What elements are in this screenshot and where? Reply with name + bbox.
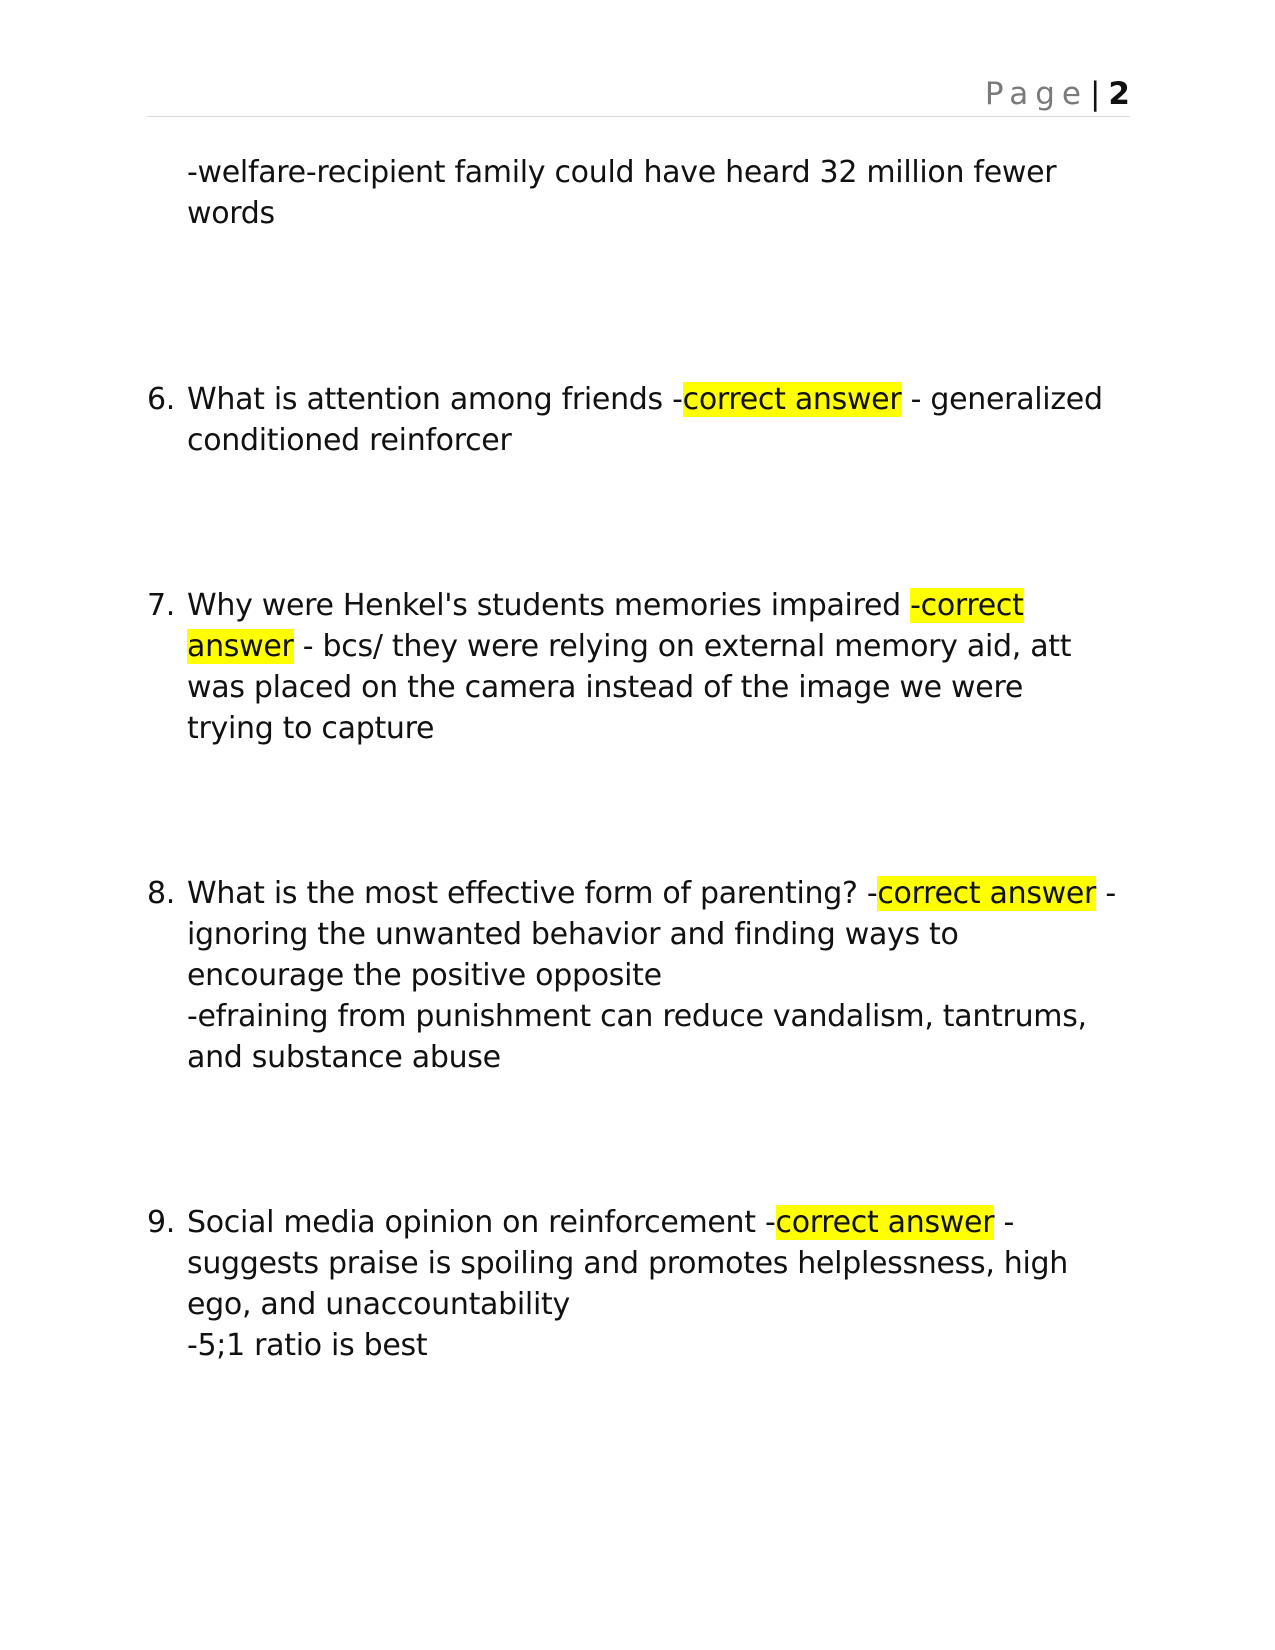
question-text: What is attention among friends - xyxy=(187,382,683,417)
question-text: Social media opinion on reinforcement - xyxy=(187,1205,776,1240)
correct-answer-highlight: correct answer xyxy=(877,876,1097,911)
question-number: 9. xyxy=(147,1205,176,1240)
question-number: 8. xyxy=(147,876,176,911)
question-number: 7. xyxy=(147,588,176,623)
page-word: Page xyxy=(984,76,1088,112)
answer-text: - bcs/ they were relying on external memory aid, att was placed on the camera instead of the image we were trying to capture xyxy=(187,629,1072,746)
page-header xyxy=(147,70,1130,117)
answer-note: -5;1 ratio is best xyxy=(187,1328,428,1363)
question-number: 6. xyxy=(147,382,176,417)
question-item-8 xyxy=(147,873,1117,1078)
question-item-7 xyxy=(147,585,1117,749)
correct-answer-highlight: -correct answer xyxy=(187,588,1024,664)
continuation-line: -welfare-recipient family could have heard 32 million fewer words xyxy=(187,155,1057,231)
page-number-label xyxy=(985,76,1130,112)
document-body xyxy=(147,152,1117,1366)
question-item-9 xyxy=(147,1202,1117,1366)
correct-answer-highlight: correct answer xyxy=(775,1205,995,1240)
answer-text: - ignoring the unwanted behavior and finding ways to encourage the positive opposite xyxy=(187,876,1116,993)
continuation-text xyxy=(147,152,1117,234)
question-item-6 xyxy=(147,379,1117,461)
page-number: 2 xyxy=(1108,76,1130,112)
question-text: Why were Henkel's students memories impaired xyxy=(187,588,911,623)
answer-text: - generalized conditioned reinforcer xyxy=(187,382,1103,458)
correct-answer-highlight: correct answer xyxy=(682,382,902,417)
page-separator: | xyxy=(1089,76,1101,112)
answer-text: - suggests praise is spoiling and promotes helplessness, high ego, and unaccountability xyxy=(187,1205,1069,1322)
question-text: What is the most effective form of parenting? - xyxy=(187,876,878,911)
answer-note: -efraining from punishment can reduce vandalism, tantrums, and substance abuse xyxy=(187,999,1087,1075)
